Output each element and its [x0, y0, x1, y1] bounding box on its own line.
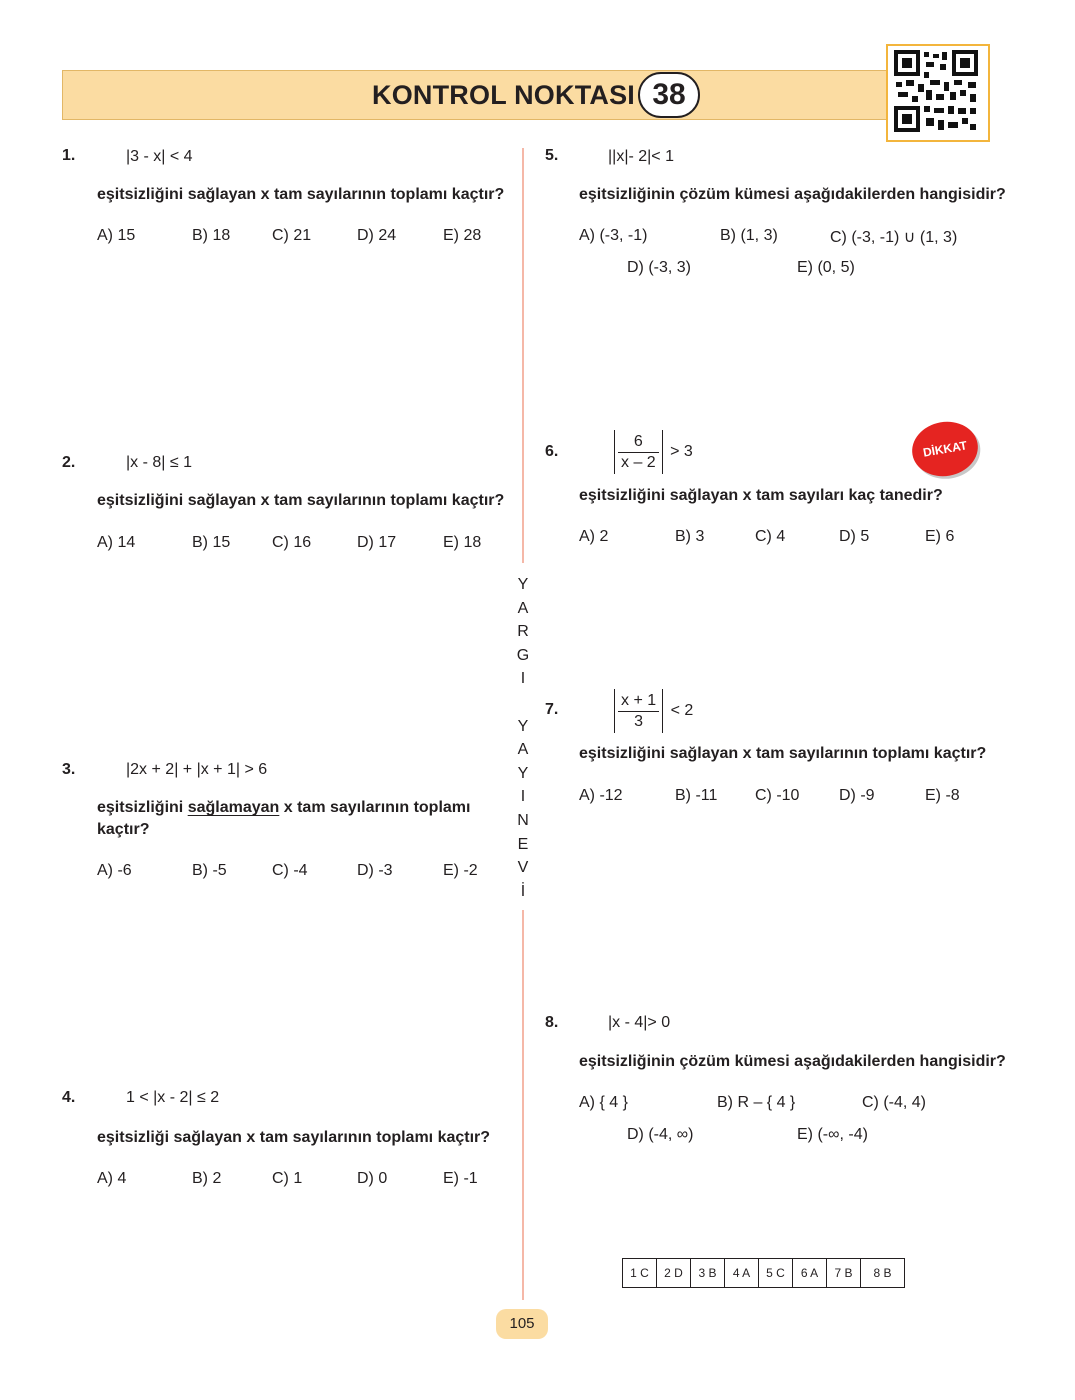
abs-bar-right [662, 689, 663, 733]
option-a[interactable]: A) -12 [579, 787, 623, 804]
option-c[interactable]: C) (-4, 4) [862, 1094, 926, 1111]
column-divider-bottom [522, 910, 524, 1300]
question-stem: eşitsizliğini sağlayan x tam sayılarının toplamı kaçtır? [97, 186, 505, 203]
question-stem: eşitsizliğini sağlayan x tam sayıları kaç tanedir? [579, 487, 943, 504]
option-d[interactable]: D) -9 [839, 787, 875, 804]
option-c[interactable]: C) -10 [755, 787, 800, 804]
question-stem: eşitsizliğinin çözüm kümesi aşağıdakilerden hangisidir? [579, 1053, 1006, 1070]
question-number: 4. [62, 1089, 76, 1106]
answer-key-cell: 3 B [691, 1259, 725, 1287]
option-b[interactable]: B) 15 [192, 534, 231, 551]
option-b[interactable]: B) -5 [192, 862, 227, 879]
page-number: 105 [496, 1309, 548, 1339]
option-d[interactable]: D) -3 [357, 862, 393, 879]
page-title: KONTROL NOKTASI [372, 80, 635, 110]
question-stem: eşitsizliğini sağlayan x tam sayılarının toplamı kaçtır? [97, 492, 505, 509]
question-number: 6. [545, 443, 559, 460]
option-b[interactable]: B) 3 [675, 528, 705, 545]
option-a[interactable]: A) { 4 } [579, 1094, 628, 1111]
option-c[interactable]: C) -4 [272, 862, 308, 879]
option-c[interactable]: C) 1 [272, 1170, 303, 1187]
option-e[interactable]: E) -1 [443, 1170, 478, 1187]
option-b[interactable]: B) -11 [675, 787, 718, 804]
option-b[interactable]: B) 18 [192, 227, 231, 244]
question-number: 1. [62, 147, 76, 164]
qr-code-icon [888, 46, 984, 136]
option-c[interactable]: C) 21 [272, 227, 312, 244]
question-expression: |x - 8| ≤ 1 [126, 454, 192, 471]
publisher-vertical-text: Y A R G I Y A Y I N E V İ [516, 576, 530, 900]
option-c[interactable]: C) 16 [272, 534, 312, 551]
question-stem: eşitsizliğini sağlamayan x tam sayılarının toplamı kaçtır? [97, 799, 471, 838]
question-expression: 1 < |x - 2| ≤ 2 [126, 1089, 220, 1106]
qr-code[interactable] [886, 44, 990, 142]
answer-key-cell: 4 A [725, 1259, 759, 1287]
option-e[interactable]: E) -2 [443, 862, 478, 879]
question-stem: eşitsizliği sağlayan x tam sayılarının toplamı kaçtır? [97, 1129, 491, 1146]
question-number: 7. [545, 701, 559, 718]
abs-bar-right [662, 430, 663, 474]
question-expression: $\frac{x + 1}{3}$ < 2 [611, 689, 693, 733]
option-a[interactable]: A) 14 [97, 534, 136, 551]
abs-bar-left [614, 430, 615, 474]
option-a[interactable]: A) 15 [97, 227, 136, 244]
option-e[interactable]: E) (-∞, -4) [797, 1126, 868, 1143]
option-d[interactable]: D) (-3, 3) [627, 259, 691, 276]
option-a[interactable]: A) (-3, -1) [579, 227, 648, 244]
answer-key-cell: 2 D [657, 1259, 691, 1287]
option-b[interactable]: B) (1, 3) [720, 227, 778, 244]
option-d[interactable]: D) 5 [839, 528, 870, 545]
option-d[interactable]: D) (-4, ∞) [627, 1126, 694, 1143]
option-d[interactable]: D) 0 [357, 1170, 388, 1187]
question-number: 8. [545, 1014, 559, 1031]
question-stem: eşitsizliğini sağlayan x tam sayılarının toplamı kaçtır? [579, 745, 987, 762]
option-e[interactable]: E) 18 [443, 534, 482, 551]
answer-key [622, 1258, 905, 1288]
option-e[interactable]: E) -8 [925, 787, 960, 804]
option-a[interactable]: A) -6 [97, 862, 132, 879]
option-b[interactable]: B) R – { 4 } [717, 1094, 796, 1111]
answer-key-cell: 6 A [793, 1259, 827, 1287]
answer-key-cell: 5 C [759, 1259, 793, 1287]
option-d[interactable]: D) 17 [357, 534, 397, 551]
option-a[interactable]: A) 4 [97, 1170, 127, 1187]
option-e[interactable]: E) 28 [443, 227, 482, 244]
option-e[interactable]: E) 6 [925, 528, 955, 545]
fraction: $\frac{x + 1}{3}$ [618, 691, 659, 732]
option-e[interactable]: E) (0, 5) [797, 259, 855, 276]
question-stem: eşitsizliğinin çözüm kümesi aşağıdakilerden hangisidir? [579, 186, 1006, 203]
answer-key-cell: 7 B [827, 1259, 861, 1287]
question-number: 2. [62, 454, 76, 471]
question-expression: $\frac{6}{x - 2}$ > 3 [611, 430, 693, 474]
question-expression: ||x|- 2|< 1 [608, 148, 674, 165]
fraction: $\frac{6}{x - 2}$ [618, 432, 659, 473]
option-a[interactable]: A) 2 [579, 528, 609, 545]
answer-key-cell: 8 B [873, 1266, 892, 1280]
option-d[interactable]: D) 24 [357, 227, 397, 244]
test-number-badge: 38 [638, 72, 700, 118]
question-expression: |3 - x| < 4 [126, 148, 193, 165]
emphasis-underline: sağlamayan [187, 799, 280, 816]
question-number: 3. [62, 761, 76, 778]
question-expression: |x - 4|> 0 [608, 1014, 671, 1031]
option-b[interactable]: B) 2 [192, 1170, 222, 1187]
question-expression: |2x + 2| + |x + 1| > 6 [126, 761, 268, 778]
answer-key-cell: 1 C [623, 1259, 657, 1287]
option-c[interactable]: C) (-3, -1) ∪ (1, 3) [830, 229, 958, 246]
abs-bar-left [614, 689, 615, 733]
column-divider-top [522, 148, 524, 563]
question-number: 5. [545, 147, 559, 164]
option-c[interactable]: C) 4 [755, 528, 786, 545]
dikkat-warning-badge: DİKKAT [908, 417, 982, 482]
